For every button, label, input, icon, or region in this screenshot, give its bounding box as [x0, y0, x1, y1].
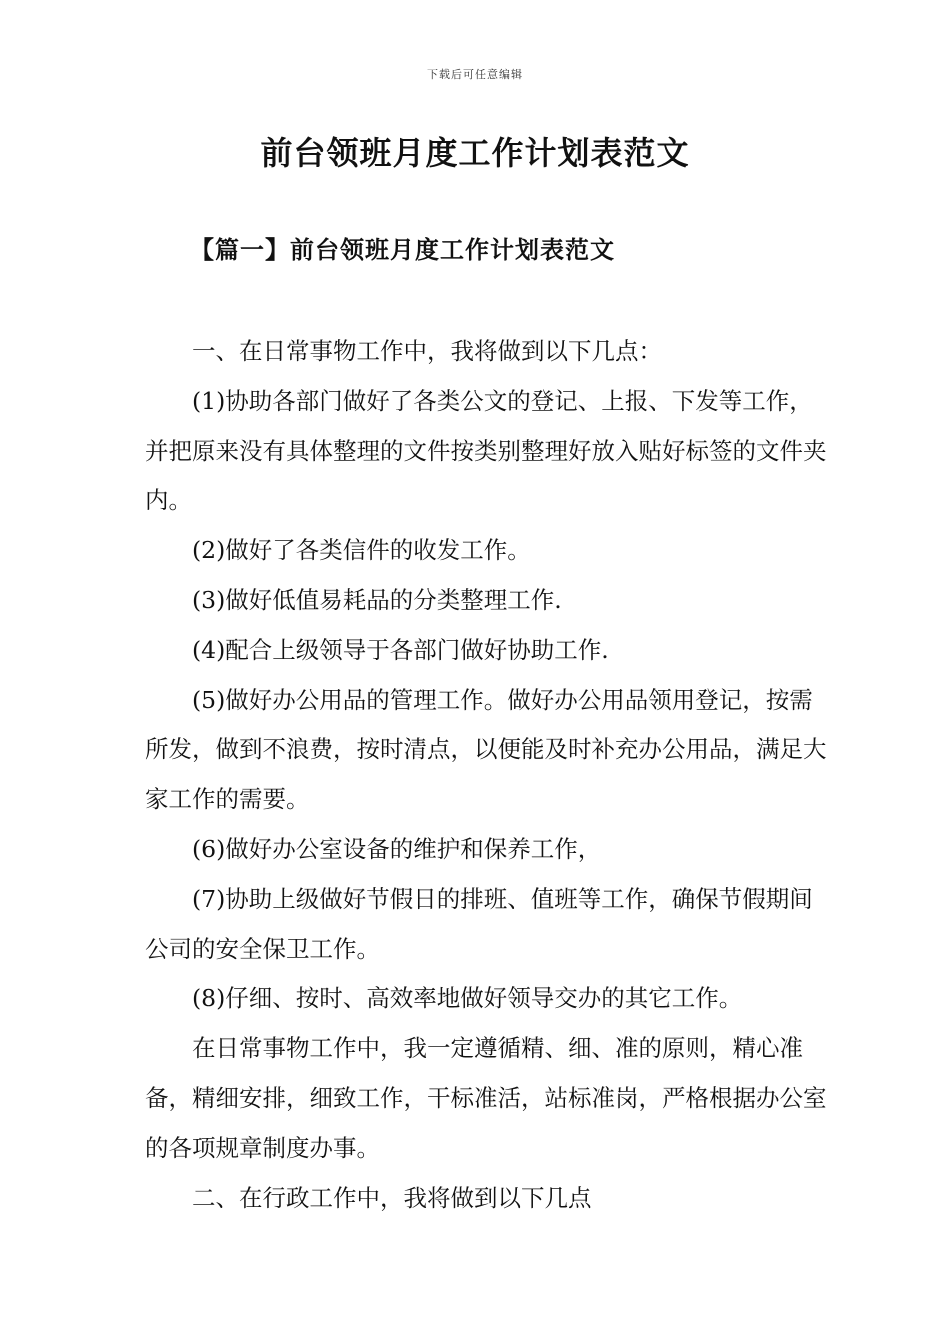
header-note: 下载后可任意编辑	[427, 68, 523, 81]
paragraph-item-8: (8)仔细、按时、高效率地做好领导交办的其它工作。	[192, 984, 743, 1013]
document-body	[145, 327, 835, 1223]
paragraph-item-3: (3)做好低值易耗品的分类整理工作.	[192, 585, 562, 614]
paragraph-heading-2: 二、在行政工作中，我将做到以下几点	[192, 1183, 592, 1212]
paragraph-item-1: (1)协助各部门做好了各类公文的登记、上报、下发等工作，并把原来没有具体整理的文件按类别整理好放入贴好标签的文件夹内。	[145, 386, 827, 515]
paragraph-item-5: (5)做好办公用品的管理工作。做好办公用品领用登记，按需所发，做到不浪费，按时清点，以便能及时补充办公用品，满足大家工作的需要。	[145, 685, 827, 814]
paragraph-summary: 在日常事物工作中，我一定遵循精、细、准的原则，精心准备，精细安排，细致工作，干标准活，站标准岗，严格根据办公室的各项规章制度办事。	[145, 1034, 827, 1162]
paragraph-item-7: (7)协助上级做好节假日的排班、值班等工作，确保节假期间公司的安全保卫工作。	[145, 884, 813, 963]
paragraph-item-4: (4)配合上级领导于各部门做好协助工作.	[192, 635, 609, 664]
paragraph-heading-1: 一、在日常事物工作中，我将做到以下几点：	[192, 337, 662, 365]
paragraph-item-2: (2)做好了各类信件的收发工作。	[192, 536, 531, 565]
section-heading: 【篇一】前台领班月度工作计划表范文	[190, 235, 615, 264]
document-title: 前台领班月度工作计划表范文	[260, 134, 690, 172]
paragraph-item-6: (6)做好办公室设备的维护和保养工作，	[192, 834, 602, 863]
